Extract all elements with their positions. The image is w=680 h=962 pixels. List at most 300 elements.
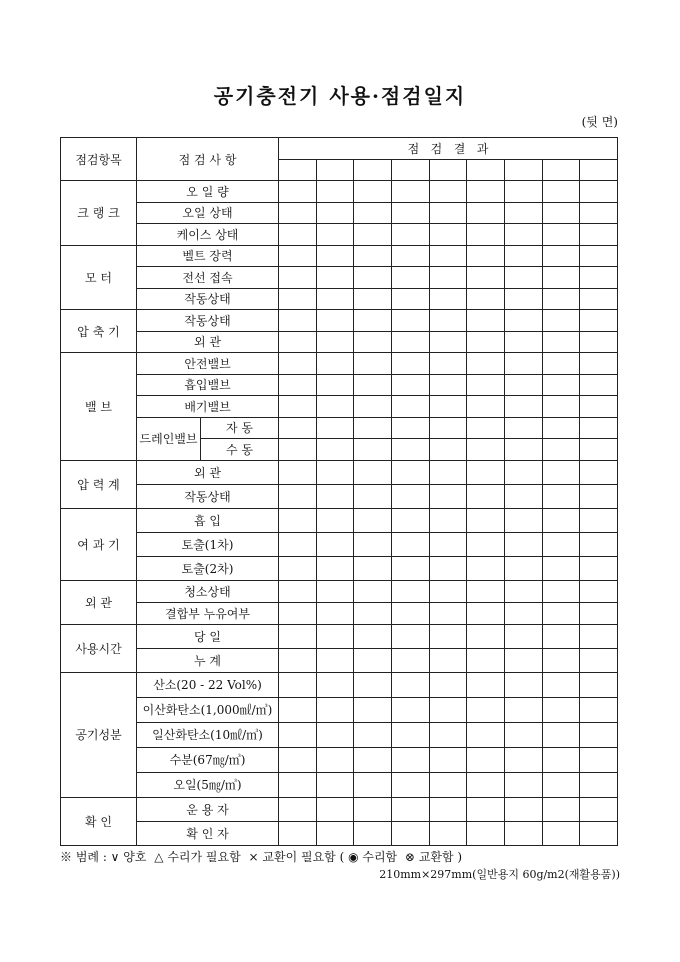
result-cell[interactable] (429, 772, 467, 797)
result-cell[interactable] (542, 672, 580, 697)
result-cell[interactable] (354, 417, 392, 439)
result-cell[interactable] (354, 331, 392, 353)
result-cell[interactable] (391, 484, 429, 508)
result-cell[interactable] (279, 772, 317, 797)
result-cell[interactable] (542, 417, 580, 439)
result-cell[interactable] (279, 532, 317, 556)
result-cell[interactable] (467, 310, 505, 332)
result-cell[interactable] (467, 672, 505, 697)
result-cell[interactable] (279, 747, 317, 772)
result-cell[interactable] (504, 580, 542, 602)
result-cell[interactable] (504, 396, 542, 418)
result-cell[interactable] (580, 697, 618, 722)
result-cell[interactable] (504, 556, 542, 580)
result-cell[interactable] (542, 747, 580, 772)
result-cell[interactable] (354, 288, 392, 310)
result-cell[interactable] (542, 532, 580, 556)
result-cell[interactable] (429, 672, 467, 697)
item-cell: 청소상태 (137, 580, 279, 602)
result-cell[interactable] (429, 722, 467, 747)
legend-replaced: ⊗ 교환함 ) (404, 850, 463, 864)
result-cell[interactable] (542, 374, 580, 396)
result-cell[interactable] (391, 602, 429, 624)
result-cell[interactable] (429, 508, 467, 532)
result-cell[interactable] (467, 181, 505, 203)
result-cell[interactable] (429, 396, 467, 418)
result-cell[interactable] (467, 353, 505, 375)
result-cell[interactable] (429, 417, 467, 439)
result-cell[interactable] (316, 532, 354, 556)
result-cell[interactable] (467, 245, 505, 267)
result-cell[interactable] (354, 224, 392, 246)
result-cell[interactable] (316, 624, 354, 648)
result-cell[interactable] (542, 602, 580, 624)
result-cell[interactable] (354, 181, 392, 203)
result-cell[interactable] (467, 439, 505, 461)
result-cell[interactable] (429, 556, 467, 580)
item-cell: 안전밸브 (137, 353, 279, 375)
result-cell[interactable] (316, 648, 354, 672)
result-cell[interactable] (391, 288, 429, 310)
result-cell[interactable] (542, 181, 580, 203)
item-cell: 드레인밸브 (137, 417, 201, 460)
result-cell[interactable] (580, 508, 618, 532)
item-cell: 작동상태 (137, 484, 279, 508)
result-cell[interactable] (504, 224, 542, 246)
result-cell[interactable] (316, 224, 354, 246)
result-cell[interactable] (467, 797, 505, 821)
result-cell[interactable] (354, 697, 392, 722)
result-cell[interactable] (429, 267, 467, 289)
result-cell[interactable] (467, 508, 505, 532)
result-cell[interactable] (316, 331, 354, 353)
paper-spec: 210mm×297mm(일반용지 60g/m2(재활용품)) (379, 868, 620, 881)
result-cell[interactable] (316, 439, 354, 461)
result-cell[interactable] (504, 672, 542, 697)
result-cell[interactable] (279, 722, 317, 747)
result-cell[interactable] (580, 602, 618, 624)
result-cell[interactable] (354, 580, 392, 602)
result-cell[interactable] (467, 331, 505, 353)
item-cell: 작동상태 (137, 310, 279, 332)
result-cell[interactable] (429, 160, 467, 181)
result-cell[interactable] (391, 672, 429, 697)
result-cell[interactable] (279, 484, 317, 508)
result-cell[interactable] (279, 508, 317, 532)
result-cell[interactable] (279, 580, 317, 602)
result-cell[interactable] (580, 331, 618, 353)
result-cell[interactable] (429, 288, 467, 310)
result-cell[interactable] (354, 602, 392, 624)
result-cell[interactable] (580, 160, 618, 181)
item-cell: 외 관 (137, 331, 279, 353)
result-cell[interactable] (580, 353, 618, 375)
result-cell[interactable] (279, 648, 317, 672)
result-cell[interactable] (354, 797, 392, 821)
result-cell[interactable] (580, 624, 618, 648)
result-cell[interactable] (467, 580, 505, 602)
result-cell[interactable] (391, 331, 429, 353)
result-cell[interactable] (542, 648, 580, 672)
legend-good: ※ 범례 : ∨ 양호 (60, 850, 147, 864)
result-cell[interactable] (429, 648, 467, 672)
result-cell[interactable] (542, 396, 580, 418)
result-cell[interactable] (354, 722, 392, 747)
result-cell[interactable] (580, 310, 618, 332)
result-cell[interactable] (391, 353, 429, 375)
result-cell[interactable] (429, 624, 467, 648)
result-cell[interactable] (391, 181, 429, 203)
result-cell[interactable] (542, 224, 580, 246)
result-cell[interactable] (279, 439, 317, 461)
result-cell[interactable] (580, 396, 618, 418)
result-cell[interactable] (316, 697, 354, 722)
result-cell[interactable] (391, 374, 429, 396)
result-cell[interactable] (316, 267, 354, 289)
result-cell[interactable] (467, 821, 505, 845)
result-cell[interactable] (316, 484, 354, 508)
header-results: 점 검 결 과 (279, 138, 618, 160)
result-cell[interactable] (391, 580, 429, 602)
result-cell[interactable] (542, 267, 580, 289)
result-cell[interactable] (279, 821, 317, 845)
result-cell[interactable] (504, 697, 542, 722)
result-cell[interactable] (279, 202, 317, 224)
result-cell[interactable] (354, 202, 392, 224)
result-cell[interactable] (467, 202, 505, 224)
item-cell: 운 용 자 (137, 797, 279, 821)
legend (60, 848, 466, 865)
result-cell[interactable] (429, 602, 467, 624)
result-cell[interactable] (429, 202, 467, 224)
result-cell[interactable] (391, 532, 429, 556)
result-cell[interactable] (542, 331, 580, 353)
result-cell[interactable] (429, 697, 467, 722)
result-cell[interactable] (467, 722, 505, 747)
result-cell[interactable] (354, 556, 392, 580)
result-cell[interactable] (504, 624, 542, 648)
result-cell[interactable] (279, 602, 317, 624)
item-cell: 수분(67㎎/㎥) (137, 747, 279, 772)
result-cell[interactable] (429, 439, 467, 461)
result-cell[interactable] (279, 245, 317, 267)
result-cell[interactable] (580, 245, 618, 267)
result-cell[interactable] (354, 439, 392, 461)
result-cell[interactable] (316, 672, 354, 697)
result-cell[interactable] (391, 267, 429, 289)
item-cell: 흡 입 (137, 508, 279, 532)
item-cell: 일산화탄소(10㎖/㎥) (137, 722, 279, 747)
result-cell[interactable] (580, 439, 618, 461)
result-cell[interactable] (504, 417, 542, 439)
item-cell: 산소(20 - 22 Vol%) (137, 672, 279, 697)
result-cell[interactable] (354, 532, 392, 556)
result-cell[interactable] (504, 821, 542, 845)
result-cell[interactable] (316, 181, 354, 203)
result-cell[interactable] (429, 374, 467, 396)
category-cell: 밸 브 (61, 353, 137, 461)
result-cell[interactable] (504, 508, 542, 532)
item-cell: 오일(5㎎/㎥) (137, 772, 279, 797)
result-cell[interactable] (580, 374, 618, 396)
item-cell: 오 일 량 (137, 181, 279, 203)
result-cell[interactable] (429, 821, 467, 845)
result-cell[interactable] (354, 374, 392, 396)
result-cell[interactable] (504, 267, 542, 289)
result-cell[interactable] (279, 672, 317, 697)
result-cell[interactable] (354, 245, 392, 267)
result-cell[interactable] (391, 797, 429, 821)
result-cell[interactable] (354, 672, 392, 697)
category-cell: 사용시간 (61, 624, 137, 672)
result-cell[interactable] (504, 722, 542, 747)
result-cell[interactable] (504, 160, 542, 181)
result-cell[interactable] (467, 772, 505, 797)
result-cell[interactable] (504, 374, 542, 396)
result-cell[interactable] (542, 245, 580, 267)
result-cell[interactable] (279, 396, 317, 418)
result-cell[interactable] (467, 747, 505, 772)
result-cell[interactable] (391, 396, 429, 418)
result-cell[interactable] (391, 417, 429, 439)
result-cell[interactable] (542, 202, 580, 224)
result-cell[interactable] (354, 648, 392, 672)
result-cell[interactable] (279, 556, 317, 580)
result-cell[interactable] (279, 160, 317, 181)
result-cell[interactable] (504, 747, 542, 772)
result-cell[interactable] (316, 580, 354, 602)
result-cell[interactable] (580, 484, 618, 508)
result-cell[interactable] (467, 460, 505, 484)
result-cell[interactable] (467, 288, 505, 310)
result-cell[interactable] (504, 797, 542, 821)
result-cell[interactable] (580, 772, 618, 797)
result-cell[interactable] (391, 697, 429, 722)
result-cell[interactable] (316, 772, 354, 797)
result-cell[interactable] (279, 331, 317, 353)
result-cell[interactable] (504, 181, 542, 203)
result-cell[interactable] (467, 697, 505, 722)
result-cell[interactable] (316, 202, 354, 224)
result-cell[interactable] (354, 484, 392, 508)
result-cell[interactable] (429, 460, 467, 484)
result-cell[interactable] (504, 460, 542, 484)
result-cell[interactable] (580, 224, 618, 246)
result-cell[interactable] (580, 267, 618, 289)
result-cell[interactable] (542, 697, 580, 722)
item-cell: 이산화탄소(1,000㎖/㎥) (137, 697, 279, 722)
result-cell[interactable] (580, 556, 618, 580)
result-cell[interactable] (542, 460, 580, 484)
result-cell[interactable] (542, 353, 580, 375)
result-cell[interactable] (316, 747, 354, 772)
result-cell[interactable] (580, 580, 618, 602)
result-cell[interactable] (504, 532, 542, 556)
result-cell[interactable] (542, 160, 580, 181)
result-cell[interactable] (580, 797, 618, 821)
result-cell[interactable] (391, 648, 429, 672)
result-cell[interactable] (429, 747, 467, 772)
result-cell[interactable] (279, 460, 317, 484)
result-cell[interactable] (542, 580, 580, 602)
result-cell[interactable] (542, 821, 580, 845)
result-cell[interactable] (580, 672, 618, 697)
result-cell[interactable] (429, 331, 467, 353)
result-cell[interactable] (391, 160, 429, 181)
result-cell[interactable] (504, 484, 542, 508)
result-cell[interactable] (542, 722, 580, 747)
result-cell[interactable] (316, 288, 354, 310)
result-cell[interactable] (279, 224, 317, 246)
result-cell[interactable] (279, 181, 317, 203)
result-cell[interactable] (391, 556, 429, 580)
result-cell[interactable] (391, 508, 429, 532)
result-cell[interactable] (542, 484, 580, 508)
result-cell[interactable] (504, 648, 542, 672)
result-cell[interactable] (467, 532, 505, 556)
result-cell[interactable] (580, 821, 618, 845)
result-cell[interactable] (429, 245, 467, 267)
result-cell[interactable] (354, 747, 392, 772)
result-cell[interactable] (316, 353, 354, 375)
result-cell[interactable] (542, 624, 580, 648)
result-cell[interactable] (354, 353, 392, 375)
result-cell[interactable] (542, 797, 580, 821)
result-cell[interactable] (316, 160, 354, 181)
result-cell[interactable] (279, 288, 317, 310)
category-cell: 크 랭 크 (61, 181, 137, 246)
result-cell[interactable] (467, 417, 505, 439)
item-cell: 외 관 (137, 460, 279, 484)
result-cell[interactable] (580, 747, 618, 772)
result-cell[interactable] (279, 697, 317, 722)
result-cell[interactable] (467, 624, 505, 648)
result-cell[interactable] (279, 417, 317, 439)
result-cell[interactable] (504, 331, 542, 353)
result-cell[interactable] (354, 508, 392, 532)
result-cell[interactable] (467, 484, 505, 508)
result-cell[interactable] (391, 821, 429, 845)
result-cell[interactable] (316, 396, 354, 418)
result-cell[interactable] (391, 722, 429, 747)
result-cell[interactable] (391, 624, 429, 648)
item-cell: 토출(2차) (137, 556, 279, 580)
result-cell[interactable] (316, 556, 354, 580)
result-cell[interactable] (429, 224, 467, 246)
result-cell[interactable] (580, 460, 618, 484)
item-cell: 토출(1차) (137, 532, 279, 556)
result-cell[interactable] (429, 532, 467, 556)
result-cell[interactable] (391, 772, 429, 797)
result-cell[interactable] (354, 267, 392, 289)
result-cell[interactable] (429, 310, 467, 332)
result-cell[interactable] (467, 160, 505, 181)
result-cell[interactable] (391, 224, 429, 246)
result-cell[interactable] (429, 797, 467, 821)
result-cell[interactable] (279, 353, 317, 375)
result-cell[interactable] (504, 245, 542, 267)
result-cell[interactable] (504, 202, 542, 224)
result-cell[interactable] (504, 602, 542, 624)
result-cell[interactable] (580, 648, 618, 672)
result-cell[interactable] (354, 624, 392, 648)
result-cell[interactable] (279, 310, 317, 332)
result-cell[interactable] (316, 508, 354, 532)
result-cell[interactable] (354, 460, 392, 484)
result-cell[interactable] (279, 624, 317, 648)
result-cell[interactable] (391, 439, 429, 461)
result-cell[interactable] (542, 288, 580, 310)
result-cell[interactable] (391, 202, 429, 224)
result-cell[interactable] (354, 821, 392, 845)
result-cell[interactable] (316, 460, 354, 484)
result-cell[interactable] (580, 532, 618, 556)
result-cell[interactable] (580, 288, 618, 310)
item-cell: 오일 상태 (137, 202, 279, 224)
result-cell[interactable] (542, 508, 580, 532)
result-cell[interactable] (429, 580, 467, 602)
result-cell[interactable] (391, 460, 429, 484)
category-cell: 외 관 (61, 580, 137, 624)
result-cell[interactable] (316, 821, 354, 845)
result-cell[interactable] (467, 556, 505, 580)
item-cell: 케이스 상태 (137, 224, 279, 246)
result-cell[interactable] (391, 747, 429, 772)
result-cell[interactable] (279, 267, 317, 289)
result-cell[interactable] (504, 353, 542, 375)
result-cell[interactable] (580, 417, 618, 439)
category-cell: 모 터 (61, 245, 137, 310)
page-title: 공기충전기 사용·점검일지 (213, 84, 467, 108)
result-cell[interactable] (354, 772, 392, 797)
result-cell[interactable] (429, 484, 467, 508)
result-cell[interactable] (467, 224, 505, 246)
result-cell[interactable] (542, 439, 580, 461)
result-cell[interactable] (467, 648, 505, 672)
result-cell[interactable] (354, 310, 392, 332)
result-cell[interactable] (279, 797, 317, 821)
result-cell[interactable] (504, 772, 542, 797)
result-cell[interactable] (316, 310, 354, 332)
result-cell[interactable] (429, 181, 467, 203)
result-cell[interactable] (467, 396, 505, 418)
result-cell[interactable] (504, 439, 542, 461)
result-cell[interactable] (467, 602, 505, 624)
result-cell[interactable] (504, 310, 542, 332)
result-cell[interactable] (279, 374, 317, 396)
result-cell[interactable] (467, 374, 505, 396)
result-cell[interactable] (316, 722, 354, 747)
result-cell[interactable] (580, 722, 618, 747)
result-cell[interactable] (504, 288, 542, 310)
result-cell[interactable] (391, 245, 429, 267)
result-cell[interactable] (316, 374, 354, 396)
result-cell[interactable] (429, 353, 467, 375)
result-cell[interactable] (542, 310, 580, 332)
result-cell[interactable] (542, 772, 580, 797)
result-cell[interactable] (467, 267, 505, 289)
result-cell[interactable] (316, 797, 354, 821)
result-cell[interactable] (316, 602, 354, 624)
result-cell[interactable] (316, 417, 354, 439)
result-cell[interactable] (542, 556, 580, 580)
result-cell[interactable] (580, 181, 618, 203)
result-cell[interactable] (316, 245, 354, 267)
result-cell[interactable] (354, 160, 392, 181)
result-cell[interactable] (391, 310, 429, 332)
result-cell[interactable] (354, 396, 392, 418)
result-cell[interactable] (580, 202, 618, 224)
